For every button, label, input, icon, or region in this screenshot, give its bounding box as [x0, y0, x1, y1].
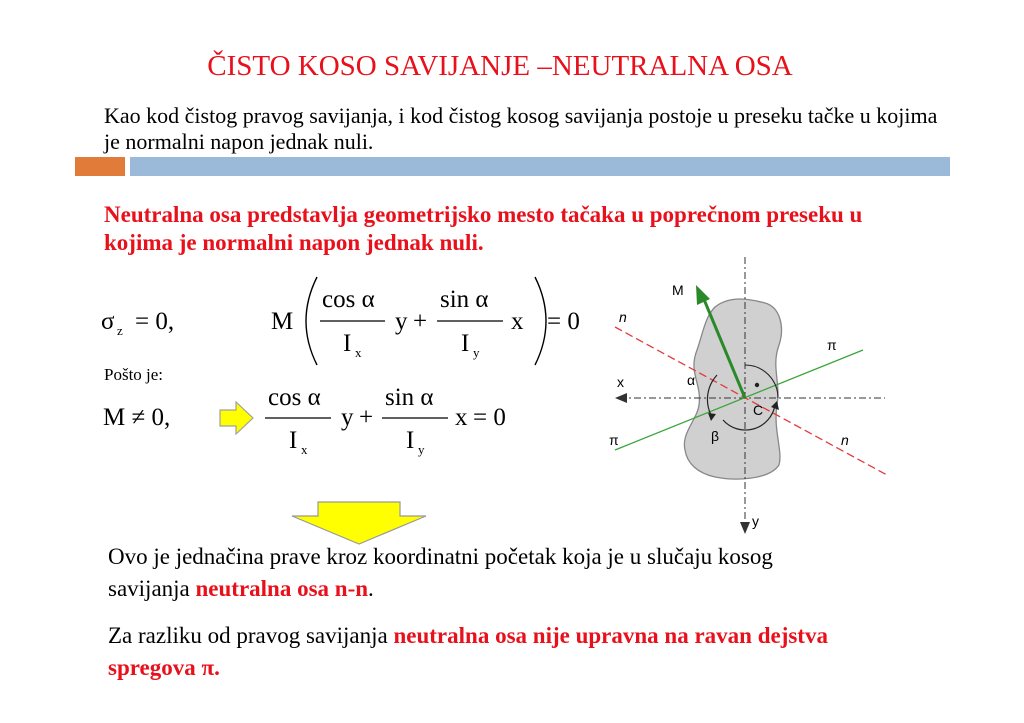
- m-not-zero: M ≠ 0,: [103, 404, 171, 431]
- cos-alpha: cos α: [322, 286, 375, 313]
- y-variable: y: [395, 308, 408, 335]
- down-arrow-icon: [290, 500, 430, 546]
- conclusion-1-end: .: [368, 576, 374, 601]
- label-m: M: [672, 282, 684, 298]
- conclusion-1-text: Ovo je jednačina prave kroz koordinatni početak koja je u slučaju kosog savijanja: [108, 544, 773, 601]
- y-axis-arrowhead: [740, 522, 750, 534]
- blue-divider-bar: [130, 157, 950, 176]
- label-beta: β: [711, 428, 720, 444]
- intro-text: Kao kod čistog pravog savijanja, i kod čistog kosog savijanja postoje u preseku tačke u kojima je normalni napon jednak nuli.: [104, 103, 938, 154]
- equals-zero-2: = 0: [473, 404, 506, 431]
- plus-sign: +: [413, 308, 428, 335]
- label-c: C: [753, 402, 764, 418]
- conclusion-paragraph-2: [108, 620, 848, 684]
- ix-subscript-2: x: [301, 442, 308, 457]
- conclusion-2-text: Za razliku od pravog savijanja: [108, 623, 394, 648]
- sin-alpha: sin α: [440, 286, 489, 313]
- definition-text: Neutralna osa predstavlja geometrijsko mesto tačaka u poprečnom preseku u kojima je normalni napon jednak nuli.: [104, 202, 863, 255]
- x-variable-2: x: [455, 404, 468, 431]
- y-variable-2: y: [341, 404, 354, 431]
- sigma-subscript: z: [117, 323, 123, 338]
- left-paren: [306, 277, 317, 365]
- label-pi-right: π: [827, 337, 837, 353]
- ix-symbol-2: I: [289, 427, 298, 454]
- right-angle-dot: [755, 383, 759, 387]
- implies-arrow-icon: [220, 402, 253, 434]
- moment-vector-arrowhead-icon: [696, 285, 710, 305]
- conclusion-2-pi: π.: [201, 655, 220, 680]
- formula-neutral-axis: [95, 382, 535, 467]
- sin-alpha-2: sin α: [385, 384, 434, 411]
- label-n-top: n: [619, 309, 627, 325]
- moment-symbol: M: [271, 308, 294, 335]
- iy-subscript-2: y: [418, 442, 425, 457]
- equals-zero: = 0: [547, 308, 580, 335]
- label-alpha: α: [687, 372, 696, 388]
- x-variable: x: [511, 308, 524, 335]
- label-x-axis: x: [617, 374, 624, 390]
- conclusion-1-highlight: neutralna osa n-n: [195, 576, 369, 601]
- posto-je-label: Pošto je:: [104, 365, 164, 384]
- sigma-equals-zero: = 0,: [135, 308, 175, 335]
- orange-accent-bar: [75, 157, 125, 176]
- plus-sign-2: +: [359, 404, 374, 431]
- sigma-symbol: σ: [101, 308, 115, 335]
- ix-subscript: x: [355, 345, 362, 360]
- iy-subscript: y: [473, 345, 480, 360]
- page-title: ČISTO KOSO SAVIJANJE –NEUTRALNA OSA: [207, 50, 793, 82]
- conclusion-2-highlight: neutralna osa nije upravna na ravan dejstva spregova: [108, 623, 828, 680]
- iy-symbol: I: [461, 330, 470, 357]
- label-y-axis: y: [752, 513, 759, 529]
- iy-symbol-2: I: [406, 427, 415, 454]
- right-paren: [535, 277, 546, 365]
- label-pi-left: π: [609, 432, 619, 448]
- cos-alpha-2: cos α: [268, 384, 321, 411]
- label-n-bottom: n: [841, 432, 849, 448]
- formula-neutral-condition: [95, 265, 605, 370]
- ix-symbol: I: [343, 330, 352, 357]
- cross-section-diagram: [605, 255, 905, 540]
- conclusion-paragraph-1: [108, 541, 848, 605]
- x-axis-arrowhead: [615, 393, 627, 403]
